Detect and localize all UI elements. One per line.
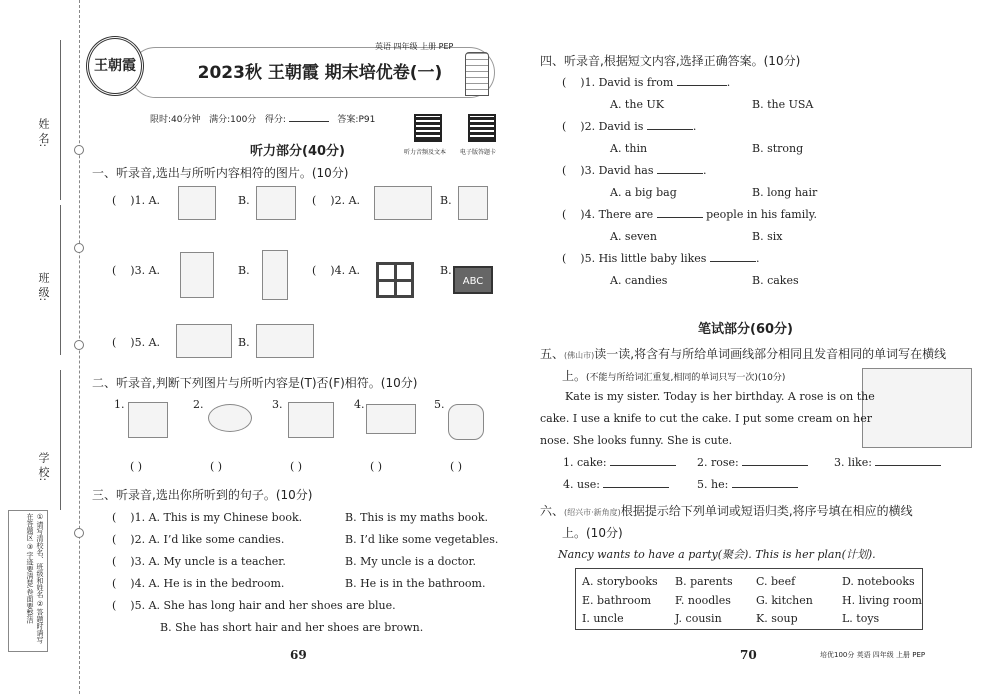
s4-item4-a: A. seven	[610, 230, 657, 243]
s3-item4-b: B. He is in the bathroom.	[345, 577, 486, 590]
bed-icon	[366, 404, 416, 434]
qr-audio-label: 听力音频及文本	[404, 149, 447, 156]
s1-item5-b: B.	[238, 336, 250, 349]
seal-mark-ring	[74, 243, 84, 253]
binding-margin	[0, 0, 80, 694]
s2-num2: 2.	[193, 398, 204, 411]
word-g: G. kitchen	[756, 594, 813, 607]
schoolbag-icon	[448, 404, 484, 440]
s5-passage-line1: Kate is my sister. Today is her birthday. A rose is on the	[565, 390, 875, 403]
toys-icon	[374, 186, 432, 220]
s2-answer5[interactable]: ( )	[450, 460, 463, 473]
page-number-right: 70	[740, 648, 757, 662]
s2-num1: 1.	[114, 398, 125, 411]
s3-item4: ( )4. A. He is in the bedroom.	[112, 577, 285, 590]
word-h: H. living room	[842, 594, 922, 607]
word-e: E. bathroom	[582, 594, 652, 607]
seal-mark-line	[74, 145, 84, 155]
word-i: I. uncle	[582, 612, 624, 625]
name-field-label: 姓 名:	[37, 118, 50, 148]
word-j: J. cousin	[675, 612, 722, 625]
bathroom-icon	[176, 324, 232, 358]
s3-item2-b: B. I’d like some vegetables.	[345, 533, 499, 546]
lighthouse-icon	[465, 52, 489, 96]
s1-item3: ( )3. A.	[112, 264, 161, 277]
score-label: 得分:	[264, 115, 286, 125]
word-a: A. storybooks	[582, 575, 658, 588]
spoon-icon	[178, 186, 216, 220]
s4-item5-a: A. candies	[610, 274, 668, 287]
s2-answer4[interactable]: ( )	[370, 460, 383, 473]
s4-item5-b: B. cakes	[752, 274, 799, 287]
boy-blackboard-icon	[128, 402, 168, 438]
brand-logo: 王朝霞	[86, 36, 144, 96]
s4-item2-b: B. strong	[752, 142, 804, 155]
section1-instruction: 一、听录音,选出与所听内容相符的图片。(10分)	[92, 166, 349, 180]
exam-meta	[150, 112, 375, 125]
qr-answer-icon[interactable]	[468, 114, 496, 142]
boy-football-icon	[180, 252, 214, 298]
s5-word1[interactable]: 1. cake:	[563, 456, 676, 469]
s5-passage-line3: nose. She looks funny. She is cute.	[540, 434, 733, 447]
section2-instruction: 二、听录音,判断下列图片与所听内容是(T)否(F)相符。(10分)	[92, 376, 418, 390]
seal-mark-bottom	[74, 528, 84, 538]
s4-item1-b: B. the USA	[752, 98, 814, 111]
s1-item2: ( )2. A.	[312, 194, 361, 207]
s3-item1: ( )1. A. This is my Chinese book.	[112, 511, 303, 524]
s5-word5[interactable]: 5. he:	[697, 478, 798, 491]
notice-box: ①请写清校名、班级和姓名 ②答题时请写在答题区 ③字迹要清楚,卷面要整洁	[8, 510, 48, 652]
blackboard-icon: ABC	[453, 266, 493, 294]
section5-instruction-2: 上。(不能与所给词汇重复,相同的单词只写一次)(10分)	[562, 369, 786, 383]
qr-answer-label: 电子版答题卡	[460, 149, 497, 156]
word-l: L. toys	[842, 612, 880, 625]
page-number-left: 69	[290, 648, 307, 662]
score-blank	[289, 121, 329, 122]
window-icon	[376, 262, 414, 298]
s2-num3: 3.	[272, 398, 283, 411]
s4-item1: ( )1. David is from .	[562, 76, 731, 89]
s5-word3[interactable]: 3. like:	[834, 456, 941, 469]
s4-item4-b: B. six	[752, 230, 783, 243]
s4-item4: ( )4. There are people in his family.	[562, 208, 818, 221]
section4-instruction: 四、听录音,根据短文内容,选择正确答案。(10分)	[540, 54, 801, 68]
s1-item1: ( )1. A.	[112, 194, 161, 207]
s3-item3-b: B. My uncle is a doctor.	[345, 555, 477, 568]
word-k: K. soup	[756, 612, 798, 625]
s3-item5: ( )5. A. She has long hair and her shoes are blue.	[112, 599, 396, 612]
s4-item3-a: A. a big bag	[610, 186, 677, 199]
s2-num4: 4.	[354, 398, 365, 411]
name-line	[60, 40, 61, 200]
s2-num5: 5.	[434, 398, 445, 411]
section3-instruction: 三、听录音,选出你所听到的句子。(10分)	[92, 488, 313, 502]
s2-answer1[interactable]: ( )	[130, 460, 143, 473]
s4-item1-a: A. the UK	[610, 98, 664, 111]
time-limit: 限时:40分钟	[150, 115, 201, 125]
s5-passage-line2: cake. I use a knife to cut the cake. I put some cream on her	[540, 412, 873, 425]
writing-heading: 笔试部分(60分)	[698, 322, 793, 337]
s2-answer3[interactable]: ( )	[290, 460, 303, 473]
car-driver-icon	[288, 402, 334, 438]
section5-instruction: 五、(佛山市)读一读,将含有与所给单词画线部分相同且发音相同的单词写在横线	[540, 347, 947, 361]
children-illustration	[862, 368, 972, 448]
s1-item3-b: B.	[238, 264, 250, 277]
word-b: B. parents	[675, 575, 733, 588]
s1-item1-b: B.	[238, 194, 250, 207]
keys-icon	[458, 186, 488, 220]
nurse-icon	[262, 250, 288, 300]
header-meta: 英语 四年级 上册 PEP	[375, 42, 454, 51]
s4-item2: ( )2. David is .	[562, 120, 697, 133]
exam-title: 2023秋 王朝霞 期末培优卷(一)	[197, 63, 443, 83]
noodles-bowl-icon	[208, 404, 252, 432]
class-field-label: 班 级:	[37, 272, 50, 302]
s3-item2: ( )2. A. I’d like some candies.	[112, 533, 285, 546]
qr-audio-icon[interactable]	[414, 114, 442, 142]
s4-item3-b: B. long hair	[752, 186, 818, 199]
chopsticks-icon	[256, 186, 296, 220]
s1-item5: ( )5. A.	[112, 336, 161, 349]
class-line	[60, 205, 61, 355]
s5-word2[interactable]: 2. rose:	[697, 456, 808, 469]
s3-item3: ( )3. A. My uncle is a teacher.	[112, 555, 286, 568]
s1-item4-b: B.	[440, 264, 452, 277]
school-field-label: 学 校:	[37, 452, 50, 482]
answer-page: 答案:P91	[337, 115, 376, 125]
s4-item2-a: A. thin	[610, 142, 648, 155]
s3-item5-b: B. She has short hair and her shoes are brown.	[160, 621, 424, 634]
s4-item5: ( )5. His little baby likes .	[562, 252, 760, 265]
kitchen-icon	[256, 324, 314, 358]
section6-instruction-2: 上。(10分)	[562, 526, 623, 540]
footer-series: 培优100分 英语 四年级 上册 PEP	[820, 651, 926, 659]
s1-item2-b: B.	[440, 194, 452, 207]
full-score: 满分:100分	[209, 115, 257, 125]
seal-mark-binding	[74, 340, 84, 350]
s6-intro: Nancy wants to have a party(聚会). This is her plan(计划).	[558, 548, 876, 561]
section6-instruction: 六、(绍兴市·新角度)根据提示给下列单词或短语归类,将序号填在相应的横线	[540, 504, 913, 518]
s3-item1-b: B. This is my maths book.	[345, 511, 489, 524]
word-d: D. notebooks	[842, 575, 915, 588]
s4-item3: ( )3. David has .	[562, 164, 707, 177]
school-line	[60, 370, 61, 510]
word-f: F. noodles	[675, 594, 731, 607]
word-c: C. beef	[756, 575, 796, 588]
s1-item4: ( )4. A.	[312, 264, 361, 277]
s5-word4[interactable]: 4. use:	[563, 478, 669, 491]
s2-answer2[interactable]: ( )	[210, 460, 223, 473]
listening-heading: 听力部分(40分)	[250, 144, 345, 159]
